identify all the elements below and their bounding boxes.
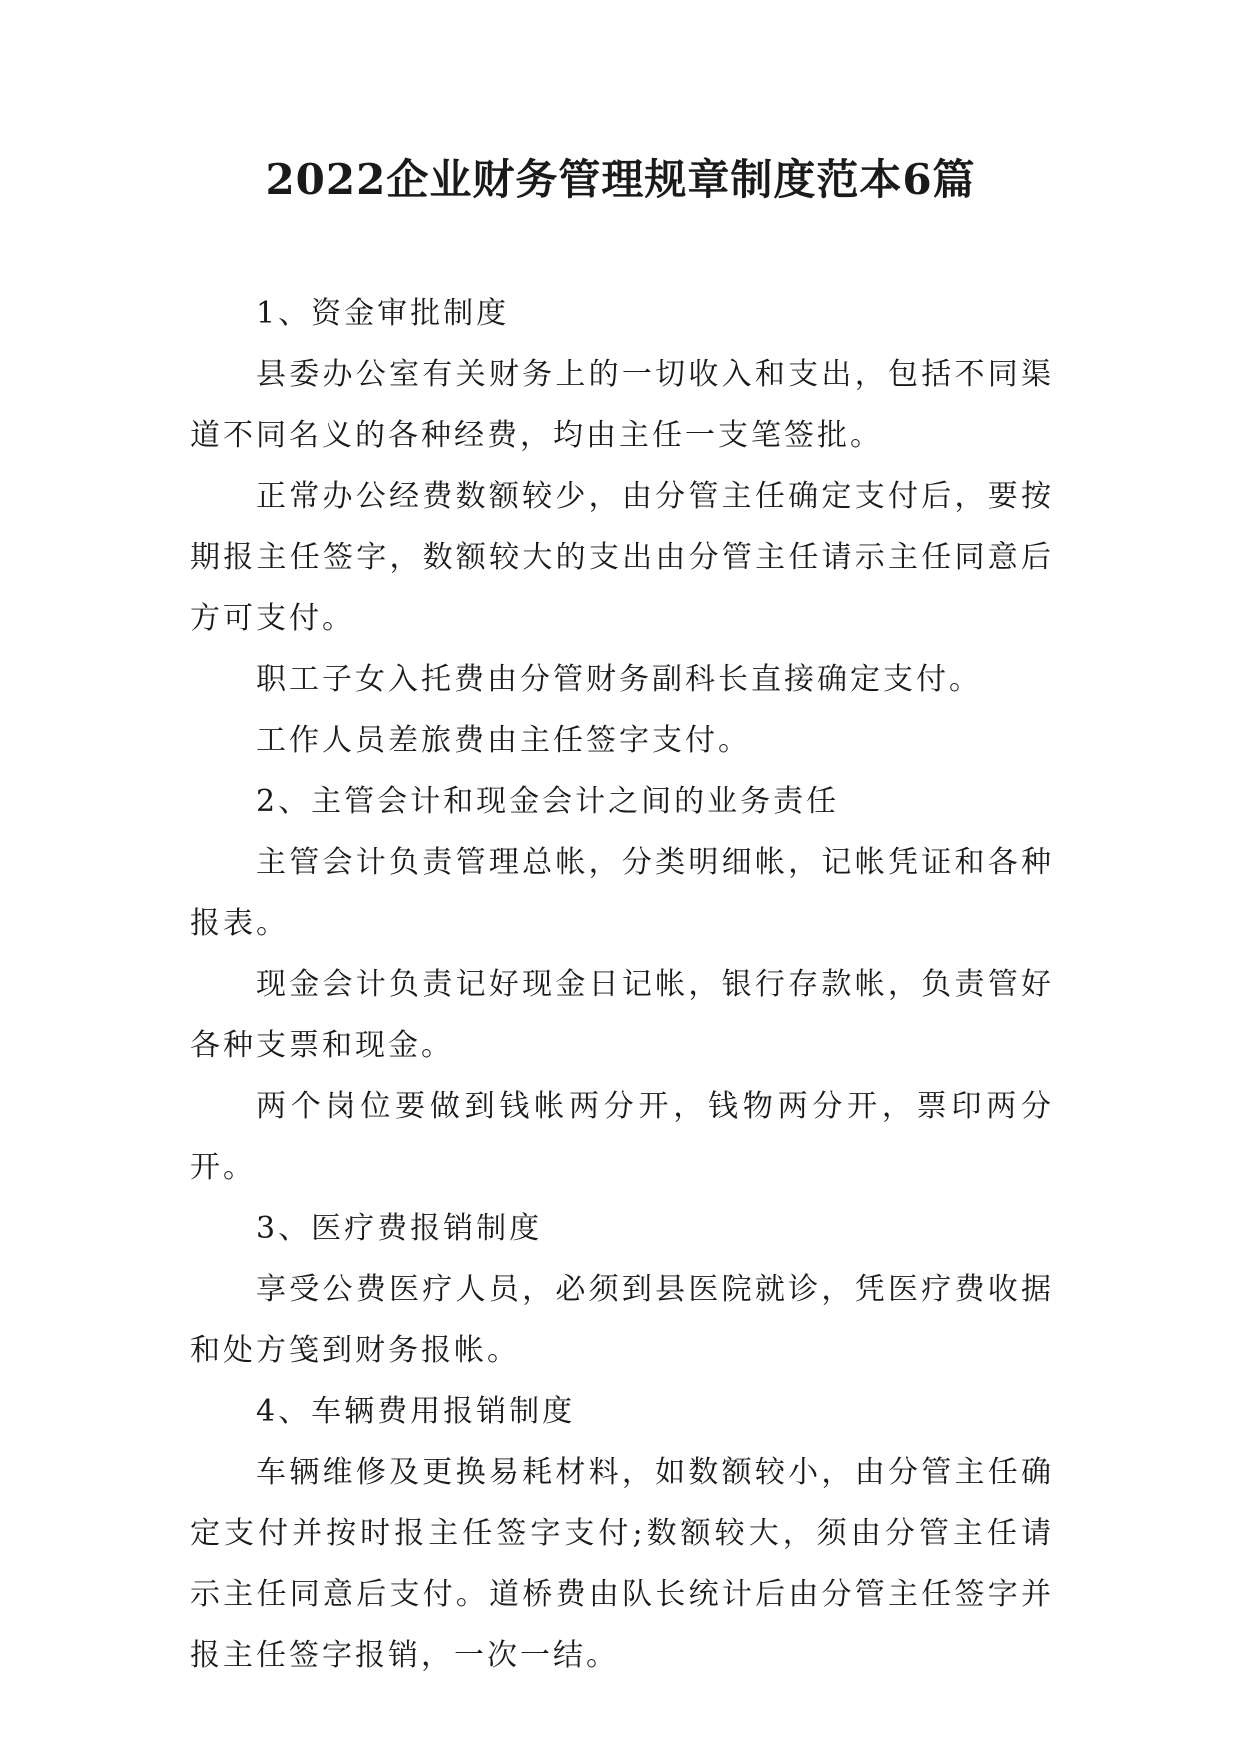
- paragraph: 两个岗位要做到钱帐两分开，钱物两分开，票印两分开。: [190, 1089, 1054, 1185]
- document-title: 2022企业财务管理规章制度范本6篇: [265, 155, 976, 204]
- section-heading: 2、主管会计和现金会计之间的业务责任: [256, 784, 840, 819]
- paragraph: 工作人员差旅费由主任签字支付。: [256, 723, 751, 758]
- section-heading: 4、车辆费用报销制度: [256, 1394, 576, 1429]
- paragraph: 现金会计负责记好现金日记帐，银行存款帐，负责管好各种支票和现金。: [190, 967, 1054, 1063]
- section-heading: 1、资金审批制度: [256, 296, 510, 331]
- paragraph: 主管会计负责管理总帐，分类明细帐，记帐凭证和各种报表。: [190, 845, 1054, 941]
- paragraph: 县委办公室有关财务上的一切收入和支出，包括不同渠道不同名义的各种经费，均由主任一支笔签批。: [190, 357, 1054, 453]
- paragraph: 正常办公经费数额较少，由分管主任确定支付后，要按期报主任签字，数额较大的支出由分管主任请示主任同意后方可支付。: [190, 479, 1054, 636]
- document-body: [190, 283, 1054, 1686]
- section-heading: 3、医疗费报销制度: [256, 1211, 543, 1246]
- paragraph: 职工子女入托费由分管财务副科长直接确定支付。: [256, 662, 982, 697]
- paragraph: 车辆维修及更换易耗材料，如数额较小，由分管主任确定支付并按时报主任签字支付;数额较大，须由分管主任请示主任同意后支付。道桥费由队长统计后由分管主任签字并报主任签字报销，一次一结。: [190, 1455, 1054, 1673]
- paragraph: 享受公费医疗人员，必须到县医院就诊，凭医疗费收据和处方笺到财务报帐。: [190, 1272, 1054, 1368]
